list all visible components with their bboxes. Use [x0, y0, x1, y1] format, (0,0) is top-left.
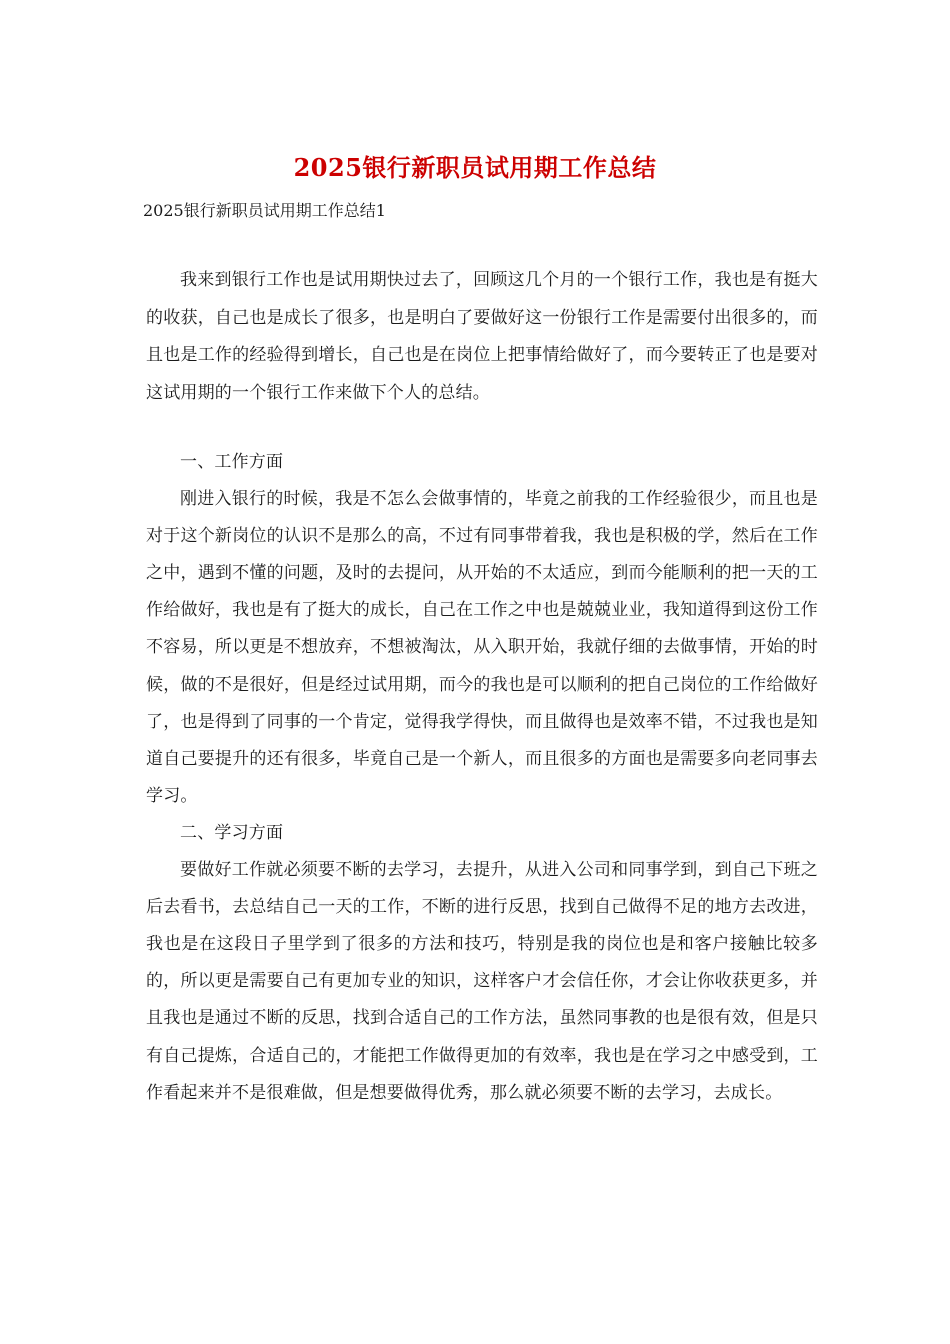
- document-title: 2025银行新职员试用期工作总结: [293, 153, 657, 182]
- intro-section: [146, 262, 818, 413]
- intro-paragraph: 我来到银行工作也是试用期快过去了，回顾这几个月的一个银行工作，我也是有挺大的收获，自己也是成长了很多，也是明白了要做好这一份银行工作是需要付出很多的，而且也是工作的经验得到增长，自己也是在岗位上把事情给做好了，而今要转正了也是要对这试用期的一个银行工作来做下个人的总结。: [146, 270, 818, 404]
- sections-container: [146, 444, 818, 1112]
- section-paragraph-study: 要做好工作就必须要不断的去学习，去提升，从进入公司和同事学到，到自己下班之后去看书，去总结自己一天的工作，不断的进行反思，找到自己做得不足的地方去改进，我也是在这段日子里学到了很多的方法和技巧，特别是我的岗位也是和客户接触比较多的，所以更是需要自己有更加专业的知识，这样客户才会信任你，才会让你收获更多，并且我也是通过不断的反思，找到合适自己的工作方法，虽然同事教的也是很有效，但是只有自己提炼，合适自己的，才能把工作做得更加的有效率，我也是在学习之中感受到，工作看起来并不是很难做，但是想要做得优秀，那么就必须要不断的去学习，去成长。: [146, 860, 818, 1103]
- document-subtitle: 2025银行新职员试用期工作总结1: [143, 201, 386, 220]
- section-heading-study: 二、学习方面: [180, 822, 284, 843]
- section-heading-work: 一、工作方面: [180, 452, 284, 472]
- section-paragraph-work: 刚进入银行的时候，我是不怎么会做事情的，毕竟之前我的工作经验很少，而且也是对于这个新岗位的认识不是那么的高，不过有同事带着我，我也是积极的学，然后在工作之中，遇到不懂的问题，及时的去提问，从开始的不太适应，到而今能顺利的把一天的工作给做好，我也是有了挺大的成长，自己在工作之中也是兢兢业业，我知道得到这份工作不容易，所以更是不想放弃，不想被淘汰，从入职开始，我就仔细的去做事情，开始的时候，做的不是很好，但是经过试用期，而今的我也是可以顺利的把自己岗位的工作给做好了，也是得到了同事的一个肯定，觉得我学得快，而且做得也是效率不错，不过我也是知道自己要提升的还有很多，毕竟自己是一个新人，而且很多的方面也是需要多向老同事去学习。: [146, 489, 818, 806]
